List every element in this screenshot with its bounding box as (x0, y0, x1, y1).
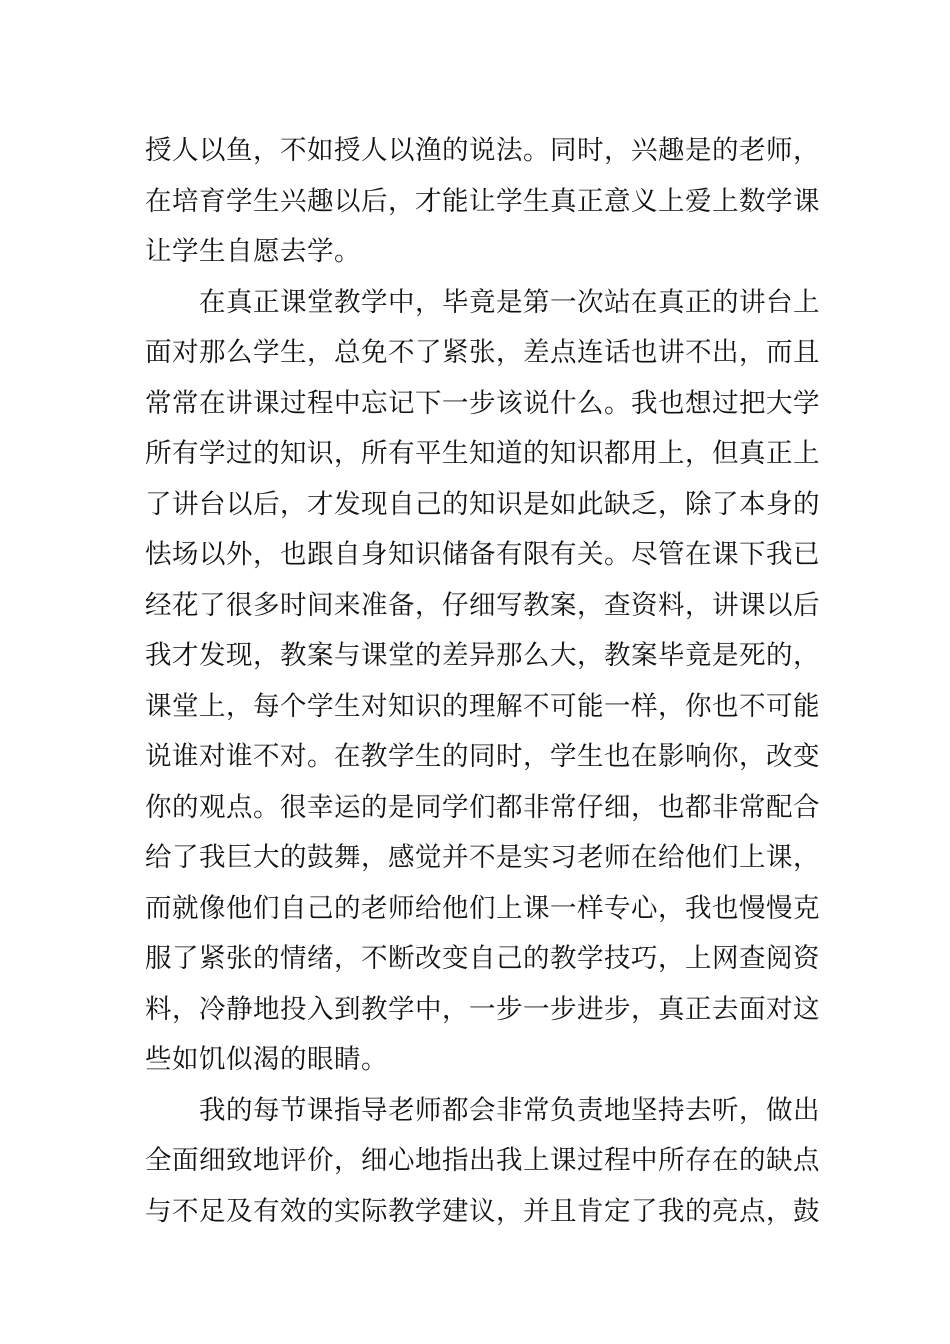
text-line: 所有学过的知识，所有平生知道的知识都用上，但真正上 (145, 438, 820, 469)
text-line: 而就像他们自己的老师给他们上课一样专心，我也慢慢克 (145, 892, 820, 924)
text-line: 全面细致地评价，细心地指出我上课过程中所存在的缺点 (145, 1145, 820, 1176)
text-line: 我才发现，教案与课堂的差异那么大，教案毕竟是死的， (145, 640, 820, 671)
text-line: 与不足及有效的实际教学建议，并且肯定了我的亮点，鼓 (145, 1195, 820, 1227)
text-line: 面对那么学生，总免不了紧张，差点连话也讲不出，而且 (145, 337, 820, 368)
text-line: 了讲台以后，才发现自己的知识是如此缺乏，除了本身的 (145, 488, 820, 520)
text-line: 些如饥似渴的眼睛。 (145, 1044, 388, 1075)
text-line: 课堂上，每个学生对知识的理解不可能一样，你也不可能 (145, 690, 820, 722)
text-line: 授人以鱼，不如授人以渔的说法。同时，兴趣是的老师， (145, 135, 820, 166)
text-line: 常常在讲课过程中忘记下一步该说什么。我也想过把大学 (145, 387, 820, 419)
paragraph-first-line: 我的每节课指导老师都会非常负责地坚持去听，做出 (199, 1094, 820, 1126)
text-line: 怯场以外，也跟自身知识储备有限有关。尽管在课下我已 (145, 539, 820, 570)
text-line: 经花了很多时间来准备，仔细写教案，查资料，讲课以后 (145, 589, 820, 621)
text-line: 服了紧张的情绪，不断改变自己的教学技巧，上网查阅资 (145, 943, 820, 974)
paragraph-first-line: 在真正课堂教学中，毕竟是第一次站在真正的讲台上 (199, 286, 820, 318)
body-text (145, 126, 825, 1237)
text-line: 料，冷静地投入到教学中，一步一步进步，真正去面对这 (145, 993, 820, 1025)
text-line: 说谁对谁不对。在教学生的同时，学生也在影响你，改变 (145, 741, 820, 772)
text-line: 你的观点。很幸运的是同学们都非常仔细，也都非常配合 (145, 791, 820, 823)
text-line: 在培育学生兴趣以后，才能让学生真正意义上爱上数学课 (145, 185, 820, 217)
text-line: 让学生自愿去学。 (145, 236, 361, 267)
text-line: 给了我巨大的鼓舞，感觉并不是实习老师在给他们上课， (145, 842, 820, 873)
